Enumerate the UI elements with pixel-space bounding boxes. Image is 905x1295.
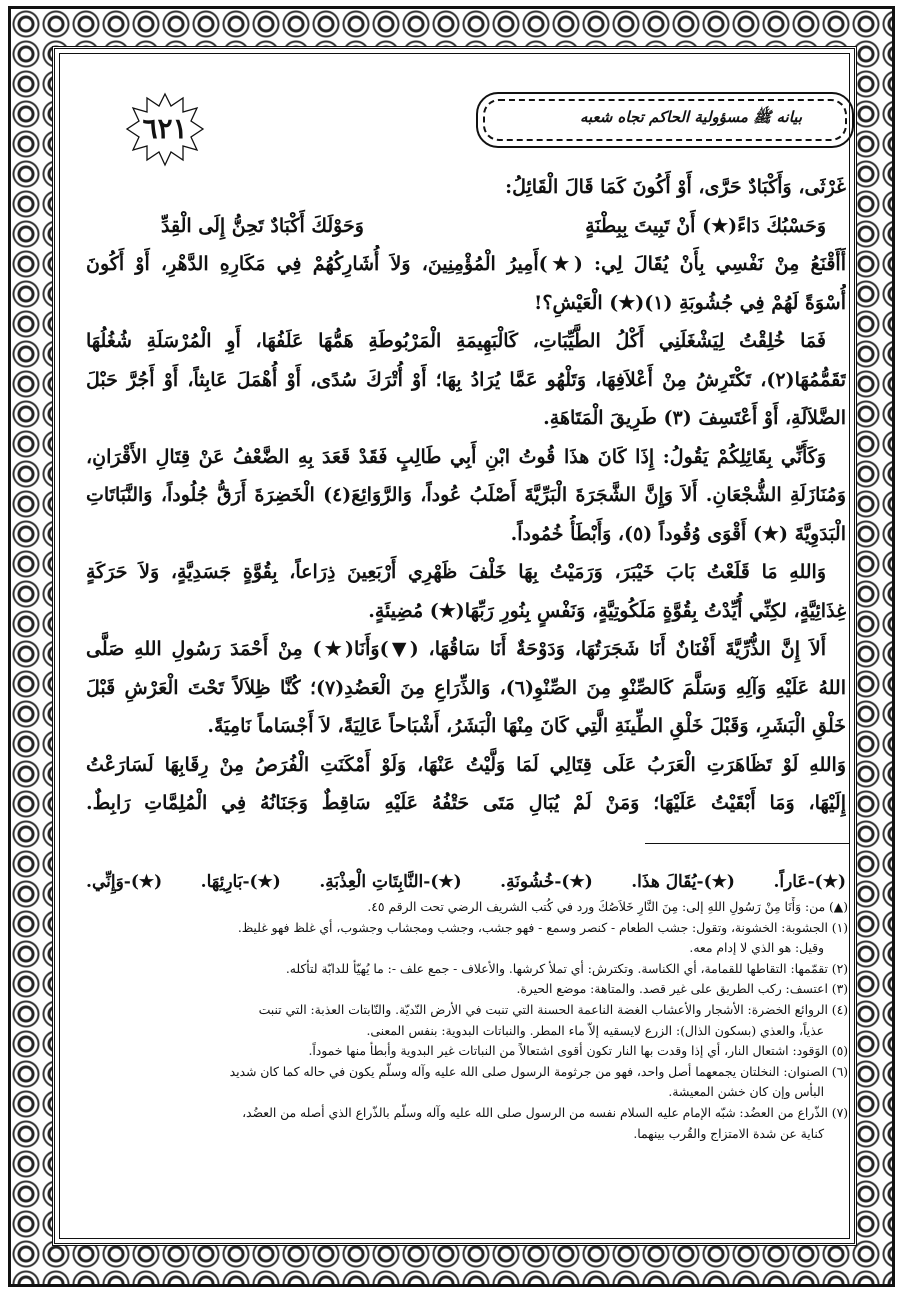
footnote: البأس وإن كان خشن المعيشة.: [668, 1085, 824, 1100]
hemistich-left: وَحَوْلَكَ أَكْبَادٌ تَحِنُّ إِلَى الْقِدِّ: [161, 214, 364, 237]
footnote: كناية عن شدة الامتزاج والقُرب بينهما.: [633, 1126, 824, 1141]
text-line: أَأَقْنَعُ مِنْ نَفْسِي بِأَنْ يُقَالَ لِي: (★)أَمِيرُ الْمُؤْمِنِينَ، وَلاَ أُشَارِكُهُمْ فِي مَكَارِهِ الدَّهْرِ، أَوْ أَكُونَ: [86, 253, 846, 275]
footnote-divider: [645, 843, 850, 844]
footnote: (٤) الروائع الخضرة: الأشجار والأعشاب الغضة الناعمة الحسنة التي تنبت في الأرض النّديّة. والنّابتات العذبة: التي تنبت: [258, 1002, 848, 1017]
variant-reading: (★)-عَاراً.: [773, 872, 846, 892]
verse-line: [86, 207, 846, 246]
footnote: عذياً، والعذي (بسكون الذال): الزرع لايسقيه إلاّ ماء المطر. والنباتات البدوية: بنفس المعنى.: [366, 1023, 824, 1038]
variant-reading: (★)-النَّابِتَاتِ الْعِذْبَةِ.: [319, 872, 462, 892]
variant-readings: [86, 872, 846, 892]
text-line: الضَّلاَلَةِ، أَوْ أَعْتَسِفَ (٣) طَرِيقَ الْمَتَاهَةِ.: [543, 407, 846, 429]
running-title-box: [476, 92, 854, 148]
running-title: بيانه ﷺ مسؤولية الحاكم تجاه شعبه: [579, 108, 802, 126]
hemistich-right: وَحَسْبُكَ دَاءً(★) أَنْ تَبِيتَ بِبِطْنَةٍ: [585, 214, 826, 237]
text-line: وَكَأَنِّي بِقَائِلِكُمْ يَقُولُ: إِذَا كَانَ هذَا قُوتُ ابْنِ أَبِي طَالِبٍ فَقَدْ قَعَدَ بِهِ الضَّعْفُ عَنْ قِتَالِ الأَقْرَانِ،: [86, 445, 826, 468]
footnote: (▲) من: وَأَنَا مِنْ رَسُولِ اللهِ إلى: مِنَ النَّارِ خَلاَصُكَ ورد في كُتب الشريف الرضي تحت الرقم ٤٥.: [367, 900, 848, 914]
text-line: خَلْقِ الْبَشَرِ، وَقَبْلَ خَلْقِ الطِّينَةِ الَّتِي كَانَ مِنْهَا الْبَشَرُ، أَشْبَاحاً عَالِيَةً، لاَ أَجْسَاماً نَامِيَةً.: [207, 715, 846, 737]
text-line: إِلَيْهَا، وَمَا أَبْقَيْتُ عَلَيْهَا؛ وَمَنْ لَمْ يُبَالِ مَتَى حَتْفُهُ عَلَيْهِ سَاقِطٌ وَجَنَانُهُ فِي الْمُلِمَّاتِ رَابِطٌ.: [86, 792, 846, 814]
footnote: (٥) الوَقود: اشتعال النار، أي إذا وقدت بها النار تكون أقوى اشتعالاً من النباتات غير البدوية وأبطأ منها خموداً.: [308, 1044, 848, 1059]
page-number: ٦٢١: [142, 112, 188, 145]
text-line: وَاللهِ لَوْ تَظَاهَرَتِ الْعَرَبُ عَلَى قِتَالِي لَمَا وَلَّيْتُ عَنْهَا، وَلَوْ أَمْكَنَتِ الْفُرَصُ مِنْ رِقَابِهَا لَسَارَعْتُ: [86, 753, 846, 776]
page-number-badge: [125, 92, 205, 167]
text-line: الْبَدَوِيَّةَ (★) أَقْوَى وُقُوداً (٥)، وَأَبْطَأُ خُمُوداً.: [510, 522, 846, 545]
text-line: فَمَا خُلِقْتُ لِيَشْغَلَنِي أَكْلُ الطَّيِّبَاتِ، كَالْبَهِيمَةِ الْمَرْبُوطَةِ هَمُّهَا عَلَفُهَا، أَوِ الْمُرْسَلَةِ شُغُلُهَا: [86, 330, 826, 352]
footnote: (٢) تقمّمها: التقاطها للقمامة، أي الكناسة. وتكترش: أي تملأ كرشها. والأعلاف - جمع علف -: ما يُهيّأ للدابّة لتأكله.: [285, 961, 848, 976]
text-line: وَاللهِ مَا قَلَعْتُ بَابَ خَيْبَرَ، وَرَمَيْتُ بِهَا خَلْفَ ظَهْرِي أَرْبَعِينَ ذِرَاعاً، بِقُوَّةٍ جَسَدِيَّةٍ، وَلاَ حَرَكَةٍ: [86, 561, 826, 583]
footnote: (٣) اعتسف: ركب الطريق على غير قصد. والمتاهة: موضع الحيرة.: [516, 982, 848, 997]
text-line: أُسْوَةً لَهُمْ فِي جُشُوبَةِ (١)(★) الْعَيْشِ؟!: [534, 291, 846, 314]
text-line: أَلاَ إِنَّ الذُّرِّيَّةَ أَفْنَانٌ أَنَا شَجَرَتُهَا، وَدَوْحَةٌ أَنَا سَاقُهَا، (▼)وَأَنَا(★) مِنْ أَحْمَدَ رَسُولِ اللهِ صَلَّى: [86, 638, 826, 660]
footnote: (٧) الذّراع من العضُد: شبّه الإمام عليه السلام نفسه من الرسول صلى الله عليه وآله وسلّم بالذّراع الذي أصله من العضُد،: [242, 1105, 848, 1120]
variant-reading: (★)-يُقَالَ هذَا.: [631, 872, 735, 892]
text-line: وَمُنَازَلَةِ الشُّجْعَانِ. أَلاَ وَإِنَّ الشَّجَرَةَ الْبَرِّيَّةَ أَصْلَبُ عُوداً، وَالرَّوَائِعَ(٤) الْخَضِرَةَ أَرَقُّ جُلُوداً، وَالنَّبَاتَاتِ: [86, 484, 846, 506]
footnote: (٦) الصنوان: النخلتان يجمعهما أصل واحد، فهو من جرثومة الرسول صلى الله عليه وآله وسلّم يكون في حاله كما كان شديد: [229, 1064, 848, 1079]
footnote: (١) الجشوبة: الخشونة، وتقول: جشب الطعام - كنصر وسمع - فهو جشب، وجشب ومجشاب وجشوب، أي غلظ فهو غليظ.: [237, 920, 848, 935]
text-line: غِذَائِيَّةٍ، لكِنِّي أُيِّدْتُ بِقُوَّةٍ مَلَكُوتِيَّةٍ، وَنَفْسٍ بِنُورِ رَبِّهَا(★) مُضِيئَةٍ.: [368, 599, 846, 622]
text-line: غَرْثَى، وَأَكْبَادٌ حَرَّى، أَوْ أَكُونَ كَمَا قَالَ الْقَائِلُ:: [505, 176, 846, 198]
variant-reading: (★)-بَارِئِهَا.: [200, 872, 281, 892]
footnotes: [86, 897, 848, 1144]
variant-reading: (★)-خُشُونَةِ.: [500, 872, 593, 892]
footnote: وقيل: هو الذي لا إدام معه.: [689, 941, 824, 956]
variant-reading: (★)-وَإِنِّي.: [86, 872, 163, 892]
text-line: اللهُ عَلَيْهِ وَآلِهِ وَسَلَّمَ كَالصِّنْوِ مِنَ الصِّنْوِ(٦)، وَالذِّرَاعِ مِنَ الْعَضُدِ(٧)؛ كُنَّا ظِلاَلاً تَحْتَ الْعَرْشِ قَبْلَ: [86, 676, 846, 699]
main-text: [86, 168, 846, 823]
text-line: تَقَمُّمُهَا(٢)، تَكْتَرِشُ مِنْ أَعْلاَفِهَا، وَتَلْهُو عَمَّا يُرَادُ بِهَا؛ أَوْ أُتْرَكَ سُدًى، أَوْ أُهْمَلَ عَابِثاً، أَوْ أَجُرَّ حَبْلَ: [86, 368, 846, 391]
